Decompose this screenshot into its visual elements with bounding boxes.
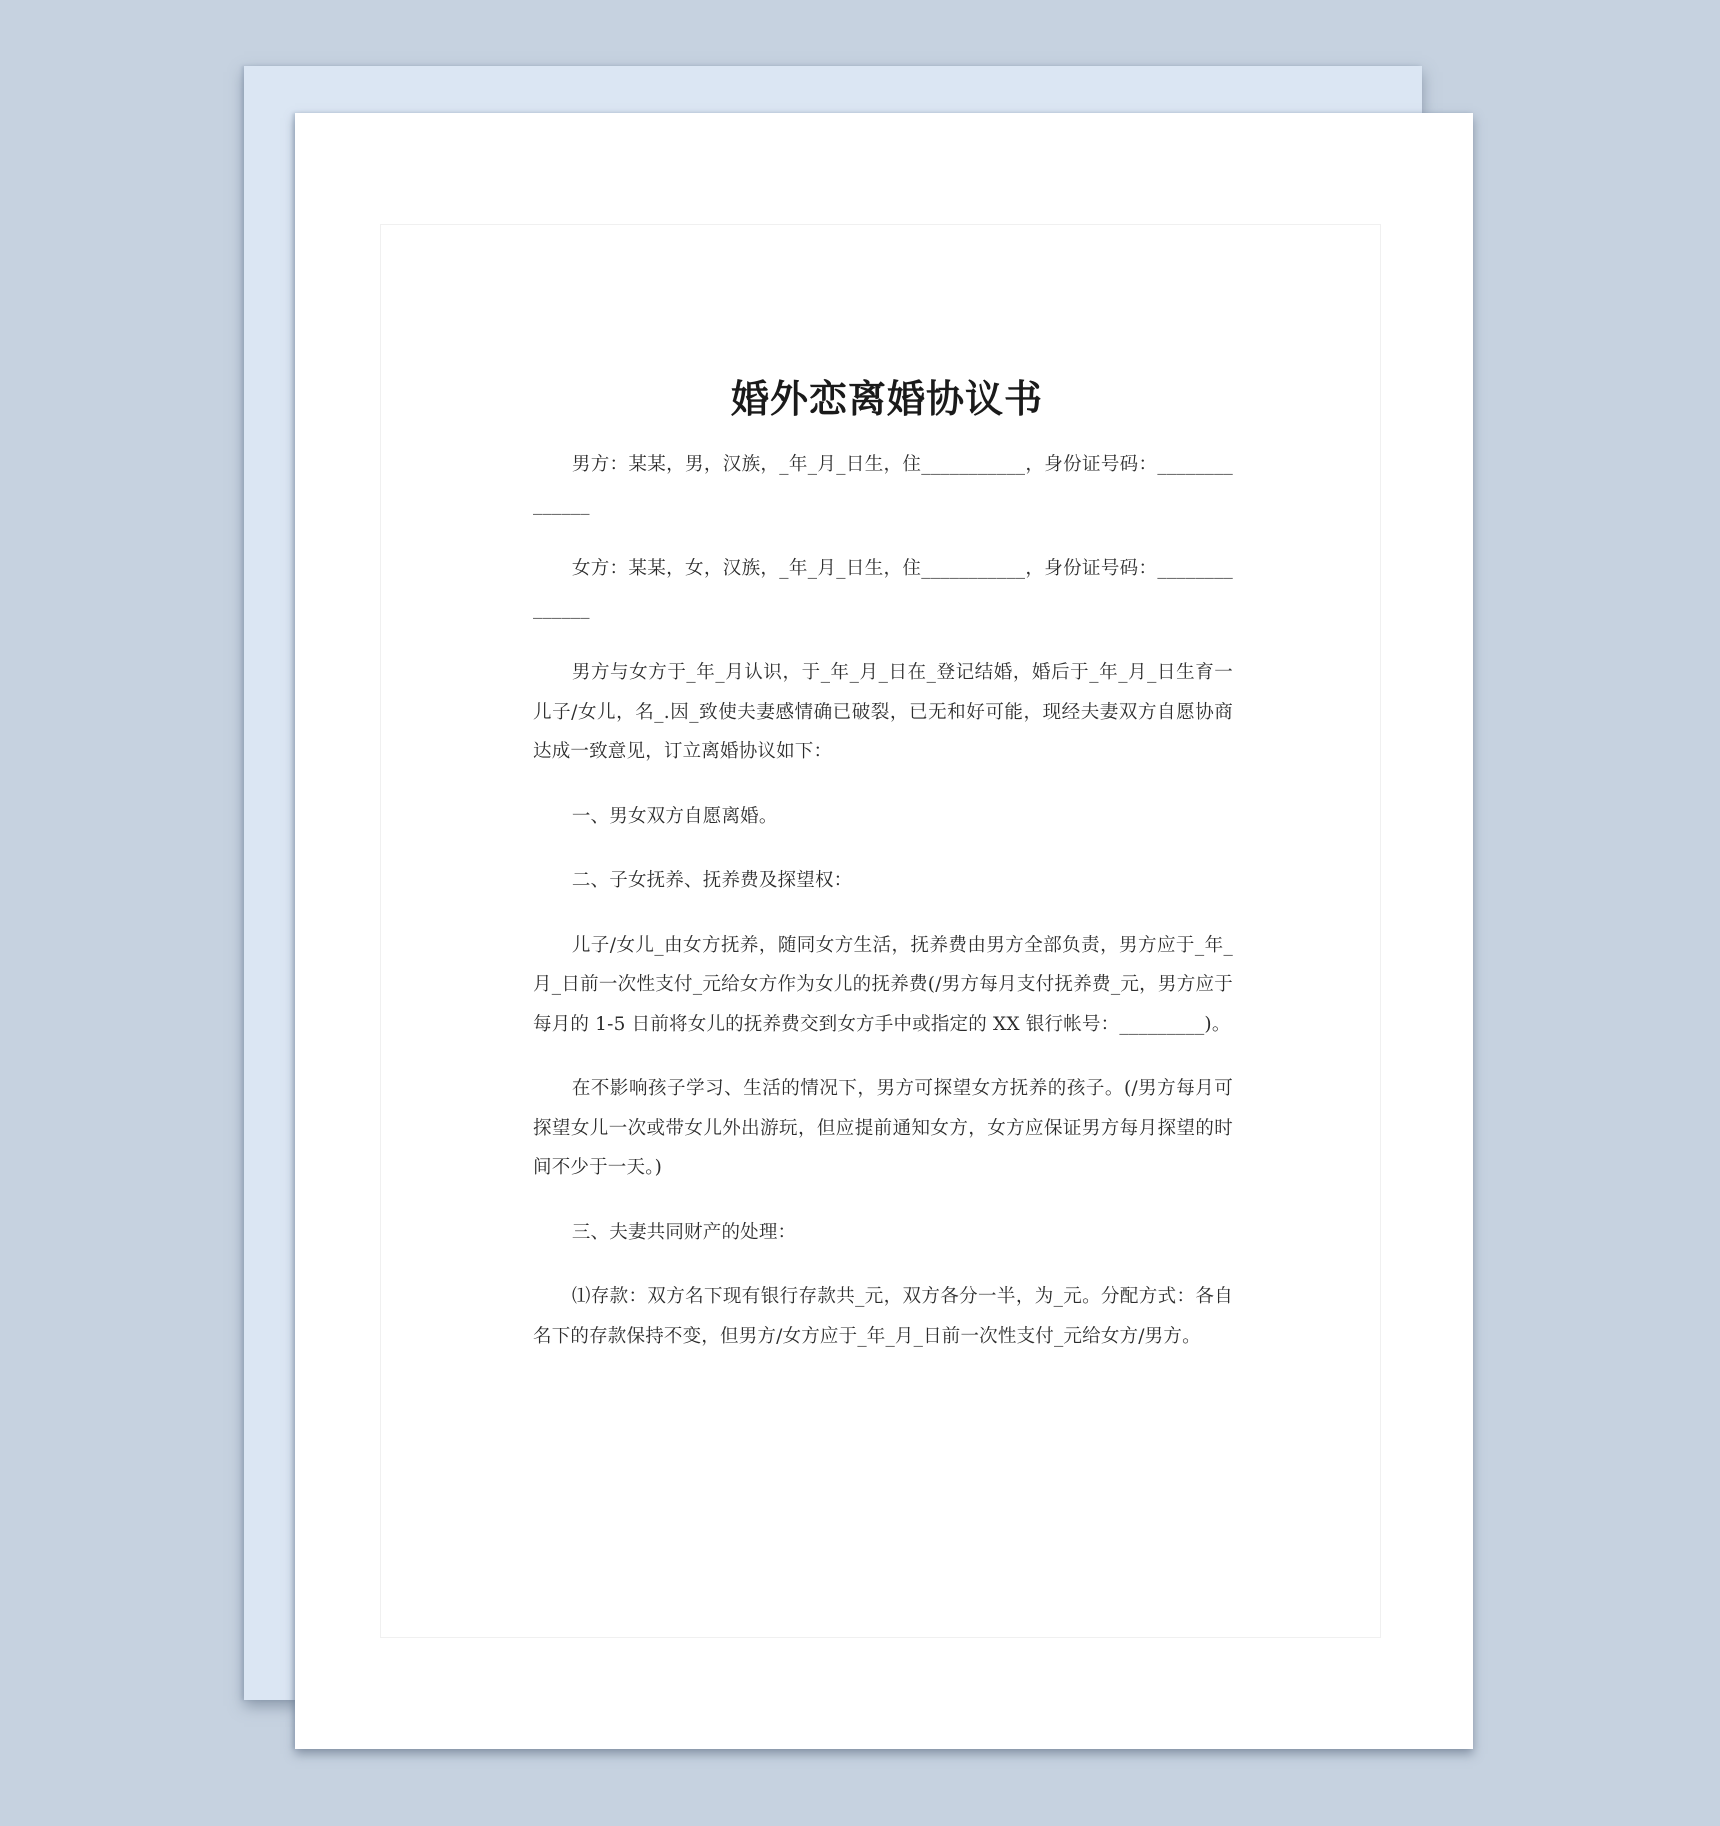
clause-1-heading: 一、男女双方自愿离婚。 — [571, 805, 778, 827]
female-party-paragraph: 女方：某某，女，汉族，_年_月_日生，住___________，身份证号码：______________ — [533, 558, 1233, 619]
custody-paragraph: 儿子/女儿_由女方抚养，随同女方生活，抚养费由男方全部负责，男方应于_年_月_日前一次性支付_元给女方作为女儿的抚养费(/男方每月支付抚养费_元，男方应于每月的 1-5 日前将女儿的抚养费交到女方手中或指定的 XX 银行帐号：_________)。 — [533, 934, 1233, 1035]
preamble-paragraph: 男方与女方于_年_月认识，于_年_月_日在_登记结婚，婚后于_年_月_日生育一儿子/女儿，名_.因_致使夫妻感情确已破裂，已无和好可能，现经夫妻双方自愿协商达成一致意见，订立离婚协议如下： — [533, 662, 1233, 762]
front-page-sheet — [295, 113, 1473, 1749]
clause-3-heading: 三、夫妻共同财产的处理： — [571, 1221, 797, 1243]
deposits-paragraph: ⑴存款：双方名下现有银行存款共_元，双方各分一半，为_元。分配方式：各自名下的存款保持不变，但男方/女方应于_年_月_日前一次性支付_元给女方/男方。 — [533, 1286, 1233, 1347]
document-body — [533, 371, 1233, 1381]
document-title: 婚外恋离婚协议书 — [730, 377, 1043, 421]
male-party-paragraph: 男方：某某，男，汉族，_年_月_日生，住___________，身份证号码：______________ — [533, 454, 1233, 515]
clause-2-heading: 二、子女抚养、抚养费及探望权： — [571, 870, 853, 891]
visitation-paragraph: 在不影响孩子学习、生活的情况下，男方可探望女方抚养的孩子。(/男方每月可探望女儿一次或带女儿外出游玩，但应提前通知女方，女方应保证男方每月探望的时间不少于一天。) — [533, 1078, 1233, 1178]
